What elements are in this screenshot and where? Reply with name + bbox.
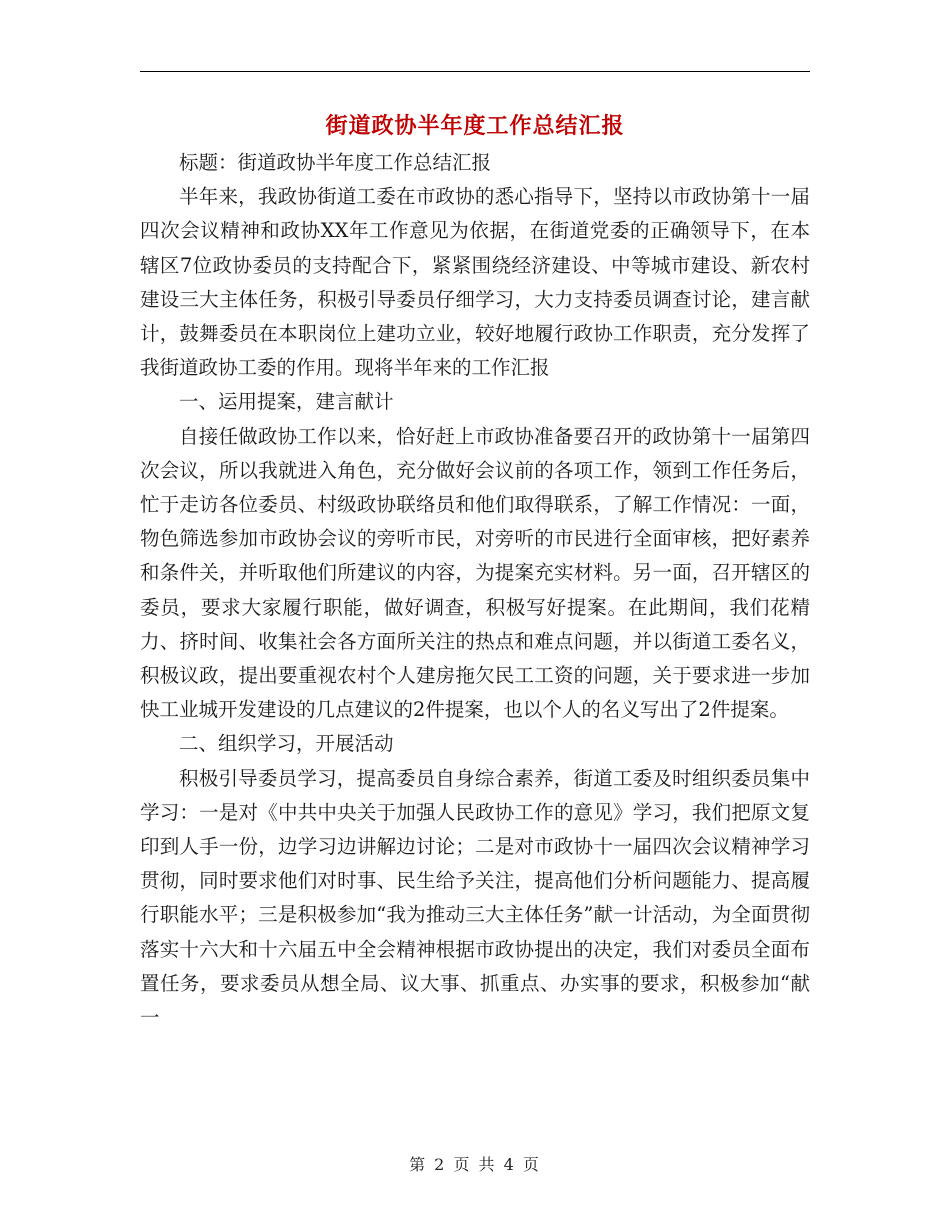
document-title: 街道政协半年度工作总结汇报 [325, 113, 625, 139]
paragraph-section-2: 积极引导委员学习，提高委员自身综合素养，街道工委及时组织委员集中学习：一是对《中共中央关于加强人民政协工作的意见》学习，我们把原文复印到人手一份，边学习边讲解边讨论；二是对市政协十一届四次会议精神学习贯彻，同时要求他们对时事、民生给予关注，提高他们分析问题能力、提高履行职能水平；三是积极参加“我为推动三大主体任务”献一计活动，为全面贯彻落实十六大和十六届五中全会精神根据市政协提出的决定，我们对委员全面布置任务，要求委员从想全局、议大事、抓重点、办实事的要求，积极参加“献一 [140, 766, 810, 1030]
document-body [140, 146, 810, 1035]
paragraph-intro: 半年来，我政协街道工委在市政协的悉心指导下，坚持以市政协第十一届四次会议精神和政协XX年工作意见为依据，在街道党委的正确领导下，在本辖区7位政协委员的支持配合下，紧紧围绕经济建设、中等城市建设、新农村建设三大主体任务，积极引导委员仔细学习，大力支持委员调查讨论，建言献计，鼓舞委员在本职岗位上建功立业，较好地履行政协工作职责，充分发挥了我街道政协工委的作用。现将半年来的工作汇报 [140, 185, 810, 380]
paragraph-heading-line: 标题：街道政协半年度工作总结汇报 [179, 151, 492, 174]
section-heading-1: 一、运用提案，建言献计 [179, 390, 394, 414]
header-rule [140, 71, 810, 72]
section-heading-2: 二、组织学习，开展活动 [179, 732, 394, 756]
paragraph-section-1: 自接任做政协工作以来，恰好赶上市政协准备要召开的政协第十一届第四次会议，所以我就进入角色，充分做好会议前的各项工作，领到工作任务后，忙于走访各位委员、村级政协联络员和他们取得联系，了解工作情况：一面，物色筛选参加市政协会议的旁听市民，对旁听的市民进行全面审核，把好素养和条件关，并听取他们所建议的内容，为提案充实材料。另一面，召开辖区的委员，要求大家履行职能，做好调查，积极写好提案。在此期间，我们花精力、挤时间、收集社会各方面所关注的热点和难点问题，并以街道工委名义，积极议政，提出要重视农村个人建房拖欠民工工资的问题，关于要求进一步加快工业城开发建设的几点建议的2件提案，也以个人的名义写出了2件提案。 [140, 424, 810, 722]
page-footer: 第 2 页 共 4 页 [409, 1155, 541, 1174]
